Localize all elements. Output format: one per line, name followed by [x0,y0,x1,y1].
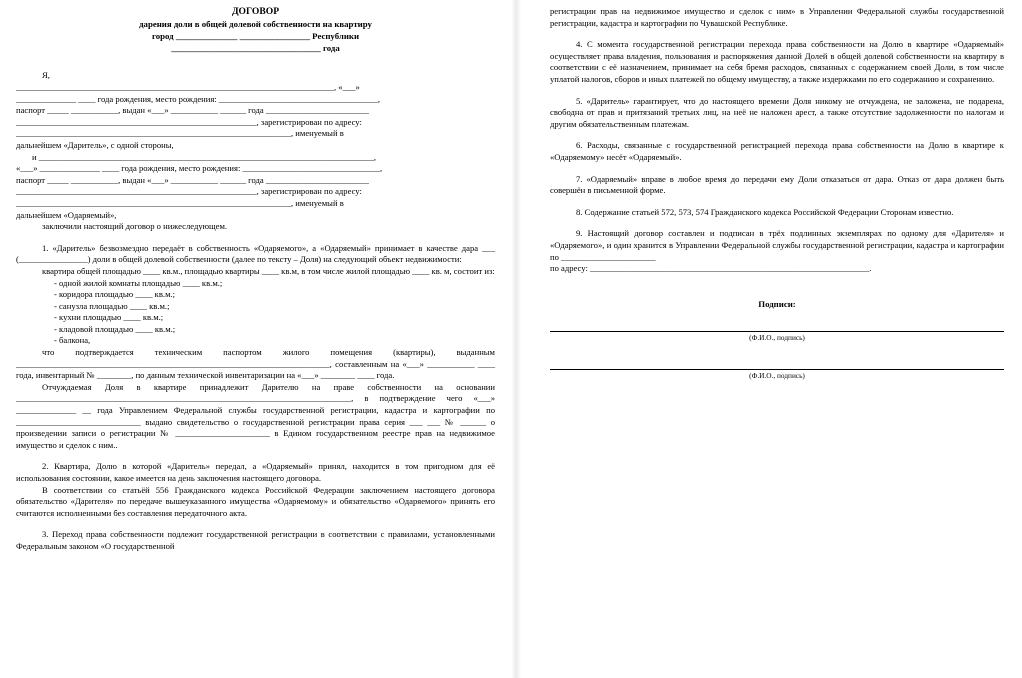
party-agreement-line: заключили настоящий договор о нижеследующем. [42,221,228,232]
spacer [550,343,1004,369]
party-donee-line-1: «___» ______________ ____ года рождения, место рождения: ________________________________, [16,163,383,174]
spacer [550,86,1004,96]
spacer [16,451,495,461]
signature-caption: (Ф.И.О., подпись) [749,332,805,342]
spacer [550,197,1004,207]
spacer [550,29,1004,39]
signature-line[interactable] [550,369,1004,370]
clause-1-text: 1. «Даритель» безвозмездно передаёт в собственность «Одаряемого», а «Одаряемый» принимает в качестве дара ___ (________________) доли в общей долевой собственности (далее по тексту – Доля) на следующий объект недвижимости: [16,242,495,265]
document-page-right [522,0,1022,678]
party-donor-line-3: паспорт _____ ___________, выдан «___» ___________ ______ года ________________________ [16,105,369,116]
list-item: - балкона, [54,335,91,346]
clause-3-text-start: 3. Переход права собственности подлежит государственной регистрации в соответствии с правилами, установленными Федеральным законом «О государственной [16,529,495,551]
party-donee-line-4: ________________________________________________________________, именуемый в [16,197,344,208]
list-item: - кладовой площадью ____ кв.м.; [54,323,176,334]
list-item: - санузла площадью ____ кв.м.; [54,300,170,311]
party-donor-line-4: ________________________________________________________, зарегистрирован по адресу: [16,116,362,127]
clause-9-address-line: по адресу: _________________________________________________________________. [550,263,872,274]
party-donor-line-5: ________________________________________________________________, именуемый в [16,128,344,139]
party-ya-label: Я, [42,70,50,81]
page-gutter [511,0,522,678]
clause-9-text: 9. Настоящий договор составлен и подписан в трёх подлинных экземплярах по одному для «Дарителя» и «Одаряемого», и один хранится в Управлении Федеральной службы государственной регистрации, кадастра и картографии по ______________________ [550,228,1004,262]
list-item: - одной жилой комнаты площадью ____ кв.м.; [54,277,223,288]
party-donee-line-3: ________________________________________________________, зарегистрирован по адресу: [16,186,362,197]
party-donee-line-5: дальнейшем «Одаряемый», [16,209,117,220]
signature-line[interactable] [550,331,1004,332]
spacer [16,519,495,529]
list-item: - кухни площадью ____ кв.м.; [54,312,164,323]
party-and-label: и ______________________________________________________________________________, [32,151,377,162]
spacer [550,130,1004,140]
clause-1-passport-text: что подтверждается техническим паспортом жилого помещения (квартиры), выданным _________________________________________________________________________, составленным на «___» ___________ ____ года, инвентарный № ________, по данным технической инвентаризации на «___» ________ ____ года. [16,347,495,381]
signature-row-donee [550,369,1004,381]
document-place-line: город ______________ ________________ Республики [151,31,360,42]
signatures-heading: Подписи: [758,298,796,309]
spacer [550,164,1004,174]
clause-3-text-end: регистрации прав на недвижимое имущество и сделок с ним» в Управлении Федеральной службы государственной регистрации, кадастра и картографии по Чувашской Республике. [550,6,1004,28]
clause-8-text: 8. Содержание статьей 572, 573, 574 Гражданского кодекса Российской Федерации Сторонам известно. [576,206,954,217]
clause-5-text: 5. «Даритель» гарантирует, что до настоящего времени Доля никому не отчуждена, не заложена, не подарена, свободна от прав и притязаний третьих лиц, на неё не наложен арест, а также отсутствие задолженности по налогам и другим обязательственным платежам. [550,95,1004,129]
spacer [550,275,1004,299]
signature-caption: (Ф.И.О., подпись) [749,370,805,380]
document-date-line: __________________________________ года [171,43,340,54]
party-donor-line-1: __________________________________________________________________________, «___» [16,82,360,92]
spacer [16,54,495,70]
spacer [550,218,1004,228]
document-subtitle: дарения доли в общей долевой собственности на квартиру [139,19,372,30]
list-item: - коридора площадью ____ кв.м.; [54,289,176,300]
party-donor-line-6: дальнейшем «Даритель», с одной стороны, [16,139,174,150]
clause-1-apartment: квартира общей площадью ____ кв.м., площадью квартиры ____ кв.м, в том числе жилой площадью ____ кв. м, состоит из: [42,265,495,276]
clause-4-text: 4. С момента государственной регистрации перехода права собственности на Долю в квартире «Одаряемый» осуществляет права владения, пользования и распоряжения данной Долей в общей долевой собственности на квартиру в соответствии с её назначением, принимает на себя бремя расходов, связанных с содержанием своей Доли, в том числе уплатой налогов, сборов и иных платежей по общему имуществу, а также издержками по его содержанию и сохранению. [550,39,1004,84]
clause-1-ownership-text: Отчуждаемая Доля в квартире принадлежит Дарителю на праве собственности на основании ______________________________________________________________________________, в подтверждение чего «___» ______________ __ года Управлением Федеральной службы государственной регистрации, кадастра и картографии по _____________________________ выдано свидетельство о государственной регистрации права серия ___ ___ № ______ о произведении записи о регистрации № ______________________ в Едином государственном реестре прав на недвижимое имущество и сделок с ним.. [16,381,495,450]
clause-2-text: 2. Квартира, Долю в которой «Даритель» передал, а «Одаряемый» принял, находится в том пригодном для её использования состоянии, какое имеется на день заключения настоящего договора. [16,461,495,483]
clause-2-text-2: В соответствии со статьёй 556 Гражданского кодекса Российской Федерации заключением настоящего договора обязательство «Дарителя» по передаче вышеуказанного имущества «Одаряемому» и обязательство «Одаряемого» принять его считаются исполненными без составления передаточного акта. [16,484,495,518]
party-donee-line-2: паспорт _____ ___________, выдан «___» ___________ ______ года ________________________ [16,174,369,185]
clause-7-text: 7. «Одаряемый» вправе в любое время до передачи ему Доли отказаться от дара. Отказ от дара должен быть совершён в письменной форме. [550,173,1004,196]
spacer [16,233,495,243]
clause-6-text: 6. Расходы, связанные с государственной регистрацией перехода права собственности на Долю в квартире к «Одаряемому» несёт «Одаряемый». [550,140,1004,162]
party-donor-line-2: ______________ ____ года рождения, место рождения: _____________________________________, [16,93,380,104]
document-title: ДОГОВОР [231,6,280,17]
signature-row-donor [550,331,1004,343]
